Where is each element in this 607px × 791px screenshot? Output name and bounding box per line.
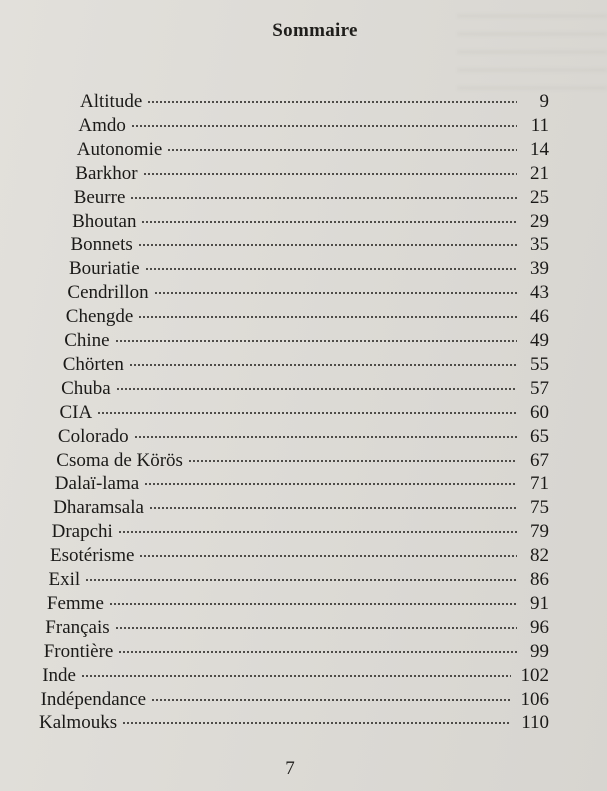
toc-entry-label: Beurre <box>73 186 126 208</box>
toc-entry-page: 35 <box>530 234 549 256</box>
toc-entry <box>54 467 549 495</box>
toc-entry-label: Dalaï-lama <box>54 473 140 495</box>
toc-entry <box>57 420 549 447</box>
toc-entry <box>62 348 549 375</box>
toc-entry <box>61 372 549 399</box>
toc-entry-label: Français <box>45 616 110 638</box>
toc-entry <box>80 85 549 112</box>
page-title: Sommaire <box>272 20 358 41</box>
toc-entry-page: 110 <box>521 712 549 734</box>
dot-leader <box>167 133 517 155</box>
toc-entry-label: Chuba <box>61 377 111 399</box>
dot-leader <box>139 539 517 561</box>
toc-entry-page: 96 <box>530 616 549 638</box>
toc-entry-page: 91 <box>530 592 549 614</box>
toc-entry <box>43 635 549 662</box>
toc-entry-page: 65 <box>530 425 549 447</box>
dot-leader <box>151 683 510 705</box>
toc-entry <box>64 324 549 351</box>
toc-entry <box>67 276 549 304</box>
toc-entry <box>53 491 549 519</box>
dot-leader <box>143 157 517 179</box>
toc-entry-label: Altitude <box>80 91 143 112</box>
dot-leader <box>147 85 517 107</box>
dot-leader <box>118 515 517 537</box>
toc-entry-label: Indépendance <box>40 688 147 710</box>
toc-entry-page: 9 <box>539 91 549 112</box>
toc-entry <box>75 157 549 184</box>
toc-entry-page: 75 <box>530 497 549 519</box>
toc-entry-label: Amdo <box>78 114 126 136</box>
toc-entry-page: 11 <box>530 114 549 136</box>
dot-leader <box>144 467 517 489</box>
toc-entry-label: Frontière <box>43 640 114 662</box>
dot-leader <box>115 324 517 346</box>
dot-leader <box>141 205 517 227</box>
toc-entry-page: 86 <box>530 569 549 590</box>
toc-entry-label: Autonomie <box>76 138 163 160</box>
dot-leader <box>130 181 517 203</box>
toc-entry <box>59 396 550 423</box>
dot-leader <box>188 444 517 466</box>
dot-leader <box>145 252 517 274</box>
toc-entry-page: 25 <box>530 186 549 208</box>
dot-leader <box>131 109 517 131</box>
toc-entry-page: 82 <box>530 545 549 567</box>
toc-entry <box>76 133 549 160</box>
dot-leader <box>109 587 517 609</box>
toc-entry-label: CIA <box>59 401 93 423</box>
toc-entry-label: Colorado <box>57 425 129 447</box>
dot-leader <box>149 491 517 513</box>
toc-entry-label: Inde <box>42 664 76 686</box>
page-number: 7 <box>285 758 295 779</box>
toc-entry-label: Kalmouks <box>39 712 118 734</box>
toc-entry <box>50 539 549 567</box>
dot-leader <box>81 659 511 681</box>
toc-entry-label: Cendrillon <box>67 282 149 304</box>
toc-entry-page: 71 <box>530 473 549 495</box>
toc-entry-page: 46 <box>530 306 549 328</box>
toc-entry-page: 14 <box>530 138 549 160</box>
toc-entry-label: Exil <box>48 569 81 590</box>
toc-entry <box>72 205 549 232</box>
toc-entry-page: 39 <box>530 258 549 280</box>
toc-entry-label: Chengde <box>65 306 134 328</box>
dot-leader <box>115 611 517 633</box>
toc-entry-page: 79 <box>530 521 549 543</box>
toc-entry-page: 67 <box>530 449 549 471</box>
dot-leader <box>85 563 517 585</box>
toc-entry <box>70 228 550 256</box>
toc-entry-page: 102 <box>520 664 549 686</box>
dot-leader <box>138 300 517 322</box>
toc-entry-page: 60 <box>530 401 549 423</box>
dot-leader <box>122 706 511 728</box>
dot-leader <box>129 348 517 370</box>
toc-entry-page: 57 <box>530 377 549 399</box>
toc-entry-label: Chine <box>64 330 110 351</box>
dot-leader <box>134 420 517 442</box>
dot-leader <box>97 396 517 418</box>
toc-entry <box>65 300 549 328</box>
dot-leader <box>154 276 517 298</box>
toc-entry-page: 49 <box>530 330 549 351</box>
toc-entry <box>73 181 549 208</box>
toc-entry-label: Femme <box>46 592 104 614</box>
toc-entry <box>69 252 549 280</box>
toc-entry <box>51 515 549 543</box>
dot-leader <box>138 228 517 250</box>
toc-entry-page: 43 <box>530 282 549 304</box>
toc-entry <box>48 563 550 590</box>
toc-entry <box>45 611 549 638</box>
toc-entry-page: 99 <box>530 640 549 662</box>
toc-entry-label: Bouriatie <box>69 258 140 280</box>
toc-entry-label: Dharamsala <box>53 497 144 519</box>
toc-entry-label: Csoma de Körös <box>56 449 183 471</box>
toc-entry <box>40 683 549 710</box>
toc-entry-label: Chörten <box>62 353 124 375</box>
toc-entry <box>46 587 549 614</box>
toc-entry-label: Esotérisme <box>50 545 135 567</box>
toc-entry-page: 55 <box>530 353 549 375</box>
toc-entry-label: Barkhor <box>75 162 138 184</box>
dot-leader <box>116 372 517 394</box>
toc-entry-page: 106 <box>520 688 549 710</box>
dot-leader <box>118 635 517 657</box>
toc-entry-page: 21 <box>530 162 549 184</box>
toc-entry <box>42 659 549 686</box>
toc-entry-page: 29 <box>530 210 549 232</box>
toc-entry <box>56 444 549 471</box>
toc-entry-label: Bhoutan <box>72 210 137 232</box>
toc-entry-label: Drapchi <box>51 521 113 543</box>
toc-entry-label: Bonnets <box>70 234 133 256</box>
toc-entry <box>78 109 549 136</box>
toc-entry <box>39 706 549 734</box>
